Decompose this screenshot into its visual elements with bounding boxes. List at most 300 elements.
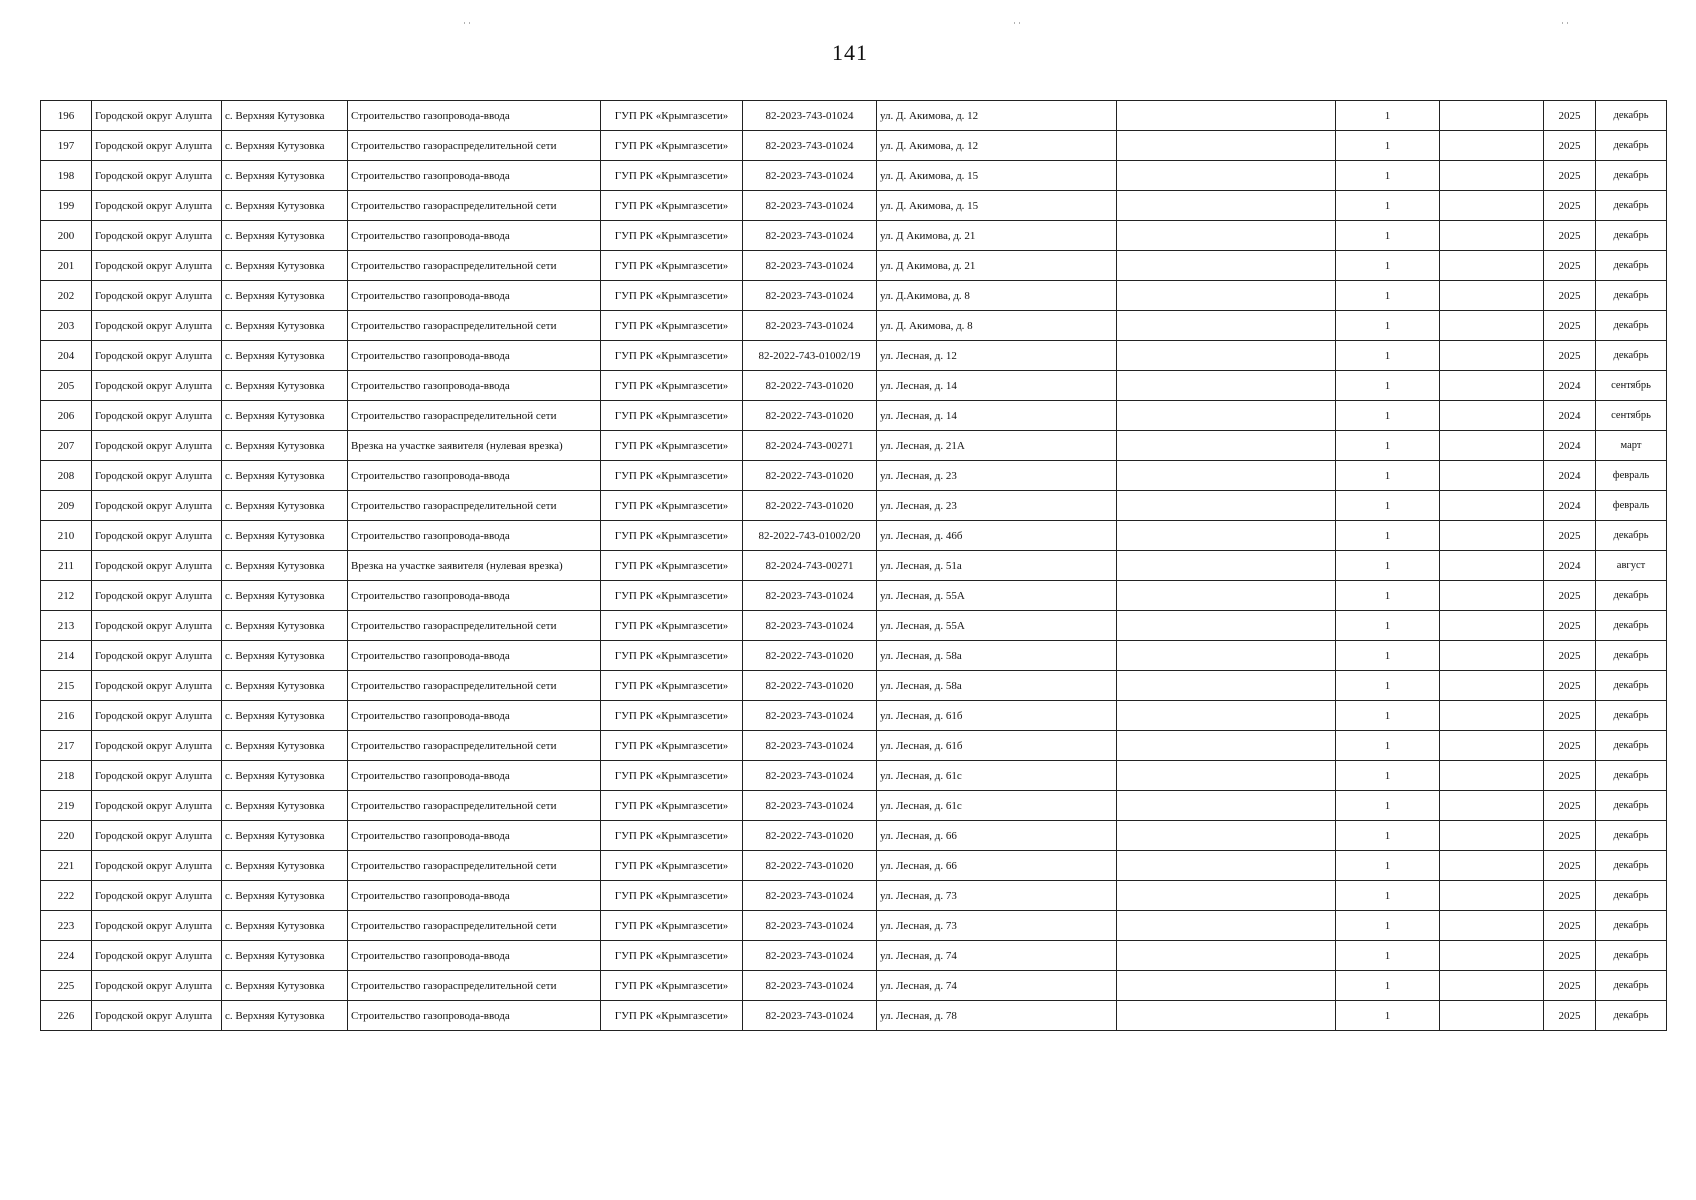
empty-cell xyxy=(1440,761,1544,791)
address-cell: ул. Лесная, д. 21А xyxy=(877,431,1117,461)
empty-cell xyxy=(1440,551,1544,581)
empty-cell xyxy=(1440,161,1544,191)
table-row xyxy=(41,191,1667,221)
work-type-cell: Строительство газораспределительной сети xyxy=(348,401,601,431)
locality-cell: с. Верхняя Кутузовка xyxy=(222,791,348,821)
locality-cell: с. Верхняя Кутузовка xyxy=(222,581,348,611)
year-cell: 2025 xyxy=(1544,251,1596,281)
organization-cell: ГУП РК «Крымгазсети» xyxy=(601,551,743,581)
scan-speck: ˙˙ xyxy=(1012,22,1022,33)
locality-cell: с. Верхняя Кутузовка xyxy=(222,371,348,401)
district-cell: Городской округ Алушта xyxy=(92,1001,222,1031)
address-cell: ул. Лесная, д. 66 xyxy=(877,851,1117,881)
address-cell: ул. Д. Акимова, д. 15 xyxy=(877,191,1117,221)
quantity-cell: 1 xyxy=(1336,701,1440,731)
month-cell: декабрь xyxy=(1596,581,1667,611)
contract-number-cell: 82-2023-743-01024 xyxy=(743,191,877,221)
quantity-cell: 1 xyxy=(1336,371,1440,401)
empty-cell xyxy=(1440,941,1544,971)
month-cell: декабрь xyxy=(1596,251,1667,281)
contract-number-cell: 82-2022-743-01002/19 xyxy=(743,341,877,371)
organization-cell: ГУП РК «Крымгазсети» xyxy=(601,641,743,671)
quantity-cell: 1 xyxy=(1336,431,1440,461)
organization-cell: ГУП РК «Крымгазсети» xyxy=(601,101,743,131)
locality-cell: с. Верхняя Кутузовка xyxy=(222,941,348,971)
address-cell: ул. Лесная, д. 14 xyxy=(877,401,1117,431)
locality-cell: с. Верхняя Кутузовка xyxy=(222,761,348,791)
empty-cell xyxy=(1117,191,1336,221)
district-cell: Городской округ Алушта xyxy=(92,581,222,611)
organization-cell: ГУП РК «Крымгазсети» xyxy=(601,371,743,401)
row-number: 225 xyxy=(41,971,92,1001)
empty-cell xyxy=(1440,131,1544,161)
organization-cell: ГУП РК «Крымгазсети» xyxy=(601,941,743,971)
locality-cell: с. Верхняя Кутузовка xyxy=(222,731,348,761)
address-cell: ул. Лесная, д. 14 xyxy=(877,371,1117,401)
locality-cell: с. Верхняя Кутузовка xyxy=(222,191,348,221)
contract-number-cell: 82-2023-743-01024 xyxy=(743,161,877,191)
district-cell: Городской округ Алушта xyxy=(92,371,222,401)
address-cell: ул. Д Акимова, д. 21 xyxy=(877,221,1117,251)
row-number: 196 xyxy=(41,101,92,131)
district-cell: Городской округ Алушта xyxy=(92,221,222,251)
quantity-cell: 1 xyxy=(1336,341,1440,371)
contract-number-cell: 82-2023-743-01024 xyxy=(743,281,877,311)
month-cell: декабрь xyxy=(1596,821,1667,851)
district-cell: Городской округ Алушта xyxy=(92,431,222,461)
table-row xyxy=(41,221,1667,251)
work-type-cell: Строительство газопровода-ввода xyxy=(348,581,601,611)
year-cell: 2024 xyxy=(1544,371,1596,401)
contract-number-cell: 82-2023-743-01024 xyxy=(743,971,877,1001)
empty-cell xyxy=(1117,731,1336,761)
empty-cell xyxy=(1440,521,1544,551)
contract-number-cell: 82-2023-743-01024 xyxy=(743,221,877,251)
organization-cell: ГУП РК «Крымгазсети» xyxy=(601,251,743,281)
year-cell: 2025 xyxy=(1544,881,1596,911)
quantity-cell: 1 xyxy=(1336,401,1440,431)
year-cell: 2025 xyxy=(1544,341,1596,371)
table-row xyxy=(41,761,1667,791)
row-number: 216 xyxy=(41,701,92,731)
work-type-cell: Строительство газораспределительной сети xyxy=(348,131,601,161)
year-cell: 2025 xyxy=(1544,191,1596,221)
organization-cell: ГУП РК «Крымгазсети» xyxy=(601,821,743,851)
organization-cell: ГУП РК «Крымгазсети» xyxy=(601,671,743,701)
quantity-cell: 1 xyxy=(1336,971,1440,1001)
work-type-cell: Строительство газопровода-ввода xyxy=(348,941,601,971)
locality-cell: с. Верхняя Кутузовка xyxy=(222,641,348,671)
address-cell: ул. Д. Акимова, д. 12 xyxy=(877,101,1117,131)
row-number: 217 xyxy=(41,731,92,761)
table-row xyxy=(41,701,1667,731)
month-cell: декабрь xyxy=(1596,101,1667,131)
contract-number-cell: 82-2023-743-01024 xyxy=(743,311,877,341)
contract-number-cell: 82-2024-743-00271 xyxy=(743,431,877,461)
row-number: 209 xyxy=(41,491,92,521)
empty-cell xyxy=(1440,311,1544,341)
organization-cell: ГУП РК «Крымгазсети» xyxy=(601,611,743,641)
table-row xyxy=(41,311,1667,341)
address-cell: ул. Лесная, д. 61б xyxy=(877,731,1117,761)
empty-cell xyxy=(1440,491,1544,521)
address-cell: ул. Лесная, д. 73 xyxy=(877,881,1117,911)
empty-cell xyxy=(1440,341,1544,371)
empty-cell xyxy=(1117,431,1336,461)
month-cell: декабрь xyxy=(1596,221,1667,251)
locality-cell: с. Верхняя Кутузовка xyxy=(222,971,348,1001)
quantity-cell: 1 xyxy=(1336,251,1440,281)
row-number: 215 xyxy=(41,671,92,701)
quantity-cell: 1 xyxy=(1336,941,1440,971)
year-cell: 2025 xyxy=(1544,311,1596,341)
empty-cell xyxy=(1117,341,1336,371)
organization-cell: ГУП РК «Крымгазсети» xyxy=(601,431,743,461)
empty-cell xyxy=(1440,581,1544,611)
quantity-cell: 1 xyxy=(1336,221,1440,251)
district-cell: Городской округ Алушта xyxy=(92,401,222,431)
month-cell: сентябрь xyxy=(1596,401,1667,431)
table-row xyxy=(41,131,1667,161)
month-cell: февраль xyxy=(1596,461,1667,491)
empty-cell xyxy=(1440,641,1544,671)
row-number: 214 xyxy=(41,641,92,671)
month-cell: декабрь xyxy=(1596,701,1667,731)
month-cell: декабрь xyxy=(1596,731,1667,761)
work-type-cell: Строительство газопровода-ввода xyxy=(348,761,601,791)
work-type-cell: Строительство газораспределительной сети xyxy=(348,791,601,821)
address-cell: ул. Лесная, д. 61б xyxy=(877,701,1117,731)
row-number: 206 xyxy=(41,401,92,431)
work-type-cell: Строительство газопровода-ввода xyxy=(348,221,601,251)
quantity-cell: 1 xyxy=(1336,881,1440,911)
month-cell: декабрь xyxy=(1596,341,1667,371)
organization-cell: ГУП РК «Крымгазсети» xyxy=(601,311,743,341)
table-row xyxy=(41,251,1667,281)
district-cell: Городской округ Алушта xyxy=(92,281,222,311)
contract-number-cell: 82-2022-743-01020 xyxy=(743,491,877,521)
empty-cell xyxy=(1117,461,1336,491)
row-number: 218 xyxy=(41,761,92,791)
empty-cell xyxy=(1117,401,1336,431)
year-cell: 2025 xyxy=(1544,101,1596,131)
empty-cell xyxy=(1440,851,1544,881)
empty-cell xyxy=(1440,671,1544,701)
address-cell: ул. Д Акимова, д. 21 xyxy=(877,251,1117,281)
month-cell: декабрь xyxy=(1596,281,1667,311)
work-type-cell: Строительство газопровода-ввода xyxy=(348,881,601,911)
locality-cell: с. Верхняя Кутузовка xyxy=(222,881,348,911)
locality-cell: с. Верхняя Кутузовка xyxy=(222,1001,348,1031)
district-cell: Городской округ Алушта xyxy=(92,551,222,581)
quantity-cell: 1 xyxy=(1336,851,1440,881)
empty-cell xyxy=(1117,911,1336,941)
organization-cell: ГУП РК «Крымгазсети» xyxy=(601,191,743,221)
row-number: 219 xyxy=(41,791,92,821)
contract-number-cell: 82-2022-743-01002/20 xyxy=(743,521,877,551)
month-cell: декабрь xyxy=(1596,971,1667,1001)
contract-number-cell: 82-2022-743-01020 xyxy=(743,461,877,491)
locality-cell: с. Верхняя Кутузовка xyxy=(222,821,348,851)
empty-cell xyxy=(1440,731,1544,761)
locality-cell: с. Верхняя Кутузовка xyxy=(222,611,348,641)
work-type-cell: Строительство газопровода-ввода xyxy=(348,341,601,371)
empty-cell xyxy=(1440,251,1544,281)
month-cell: декабрь xyxy=(1596,1001,1667,1031)
quantity-cell: 1 xyxy=(1336,821,1440,851)
district-cell: Городской округ Алушта xyxy=(92,941,222,971)
month-cell: декабрь xyxy=(1596,161,1667,191)
address-cell: ул. Лесная, д. 12 xyxy=(877,341,1117,371)
empty-cell xyxy=(1117,311,1336,341)
empty-cell xyxy=(1117,281,1336,311)
empty-cell xyxy=(1440,461,1544,491)
scan-speck: ˙˙ xyxy=(462,22,472,33)
work-type-cell: Строительство газораспределительной сети xyxy=(348,851,601,881)
locality-cell: с. Верхняя Кутузовка xyxy=(222,131,348,161)
empty-cell xyxy=(1117,101,1336,131)
year-cell: 2025 xyxy=(1544,731,1596,761)
row-number: 207 xyxy=(41,431,92,461)
month-cell: декабрь xyxy=(1596,641,1667,671)
month-cell: декабрь xyxy=(1596,911,1667,941)
empty-cell xyxy=(1117,671,1336,701)
row-number: 204 xyxy=(41,341,92,371)
contract-number-cell: 82-2023-743-01024 xyxy=(743,131,877,161)
locality-cell: с. Верхняя Кутузовка xyxy=(222,311,348,341)
row-number: 197 xyxy=(41,131,92,161)
empty-cell xyxy=(1117,131,1336,161)
organization-cell: ГУП РК «Крымгазсети» xyxy=(601,221,743,251)
work-type-cell: Строительство газопровода-ввода xyxy=(348,281,601,311)
address-cell: ул. Лесная, д. 55А xyxy=(877,581,1117,611)
district-cell: Городской округ Алушта xyxy=(92,911,222,941)
year-cell: 2025 xyxy=(1544,791,1596,821)
month-cell: декабрь xyxy=(1596,761,1667,791)
empty-cell xyxy=(1117,941,1336,971)
row-number: 221 xyxy=(41,851,92,881)
contract-number-cell: 82-2024-743-00271 xyxy=(743,551,877,581)
contract-number-cell: 82-2023-743-01024 xyxy=(743,701,877,731)
district-cell: Городской округ Алушта xyxy=(92,791,222,821)
district-cell: Городской округ Алушта xyxy=(92,611,222,641)
empty-cell xyxy=(1117,851,1336,881)
table-row xyxy=(41,161,1667,191)
month-cell: декабрь xyxy=(1596,941,1667,971)
organization-cell: ГУП РК «Крымгазсети» xyxy=(601,281,743,311)
empty-cell xyxy=(1117,251,1336,281)
year-cell: 2025 xyxy=(1544,851,1596,881)
row-number: 212 xyxy=(41,581,92,611)
address-cell: ул. Лесная, д. 61с xyxy=(877,761,1117,791)
month-cell: сентябрь xyxy=(1596,371,1667,401)
work-type-cell: Строительство газораспределительной сети xyxy=(348,731,601,761)
empty-cell xyxy=(1440,191,1544,221)
row-number: 211 xyxy=(41,551,92,581)
address-cell: ул. Лесная, д. 23 xyxy=(877,461,1117,491)
locality-cell: с. Верхняя Кутузовка xyxy=(222,431,348,461)
year-cell: 2025 xyxy=(1544,521,1596,551)
table-row xyxy=(41,1001,1667,1031)
quantity-cell: 1 xyxy=(1336,161,1440,191)
contract-number-cell: 82-2023-743-01024 xyxy=(743,731,877,761)
address-cell: ул. Лесная, д. 61с xyxy=(877,791,1117,821)
address-cell: ул. Лесная, д. 58а xyxy=(877,641,1117,671)
table-row xyxy=(41,521,1667,551)
contract-number-cell: 82-2022-743-01020 xyxy=(743,821,877,851)
row-number: 220 xyxy=(41,821,92,851)
district-cell: Городской округ Алушта xyxy=(92,761,222,791)
quantity-cell: 1 xyxy=(1336,461,1440,491)
year-cell: 2025 xyxy=(1544,971,1596,1001)
contract-number-cell: 82-2023-743-01024 xyxy=(743,611,877,641)
locality-cell: с. Верхняя Кутузовка xyxy=(222,221,348,251)
quantity-cell: 1 xyxy=(1336,521,1440,551)
organization-cell: ГУП РК «Крымгазсети» xyxy=(601,521,743,551)
table-row xyxy=(41,341,1667,371)
address-cell: ул. Лесная, д. 23 xyxy=(877,491,1117,521)
organization-cell: ГУП РК «Крымгазсети» xyxy=(601,731,743,761)
empty-cell xyxy=(1440,101,1544,131)
year-cell: 2025 xyxy=(1544,941,1596,971)
row-number: 213 xyxy=(41,611,92,641)
work-type-cell: Строительство газопровода-ввода xyxy=(348,161,601,191)
district-cell: Городской округ Алушта xyxy=(92,131,222,161)
empty-cell xyxy=(1117,551,1336,581)
page-number: 141 xyxy=(832,40,868,65)
year-cell: 2024 xyxy=(1544,431,1596,461)
locality-cell: с. Верхняя Кутузовка xyxy=(222,701,348,731)
locality-cell: с. Верхняя Кутузовка xyxy=(222,461,348,491)
locality-cell: с. Верхняя Кутузовка xyxy=(222,341,348,371)
table-row xyxy=(41,731,1667,761)
work-type-cell: Строительство газораспределительной сети xyxy=(348,671,601,701)
row-number: 208 xyxy=(41,461,92,491)
work-type-cell: Строительство газопровода-ввода xyxy=(348,371,601,401)
row-number: 222 xyxy=(41,881,92,911)
district-cell: Городской округ Алушта xyxy=(92,461,222,491)
quantity-cell: 1 xyxy=(1336,191,1440,221)
year-cell: 2025 xyxy=(1544,611,1596,641)
work-type-cell: Строительство газораспределительной сети xyxy=(348,911,601,941)
table-row xyxy=(41,881,1667,911)
empty-cell xyxy=(1440,791,1544,821)
work-type-cell: Строительство газопровода-ввода xyxy=(348,521,601,551)
row-number: 199 xyxy=(41,191,92,221)
quantity-cell: 1 xyxy=(1336,311,1440,341)
address-cell: ул. Лесная, д. 74 xyxy=(877,941,1117,971)
year-cell: 2024 xyxy=(1544,551,1596,581)
quantity-cell: 1 xyxy=(1336,281,1440,311)
organization-cell: ГУП РК «Крымгазсети» xyxy=(601,971,743,1001)
district-cell: Городской округ Алушта xyxy=(92,191,222,221)
table-row xyxy=(41,941,1667,971)
empty-cell xyxy=(1117,1001,1336,1031)
empty-cell xyxy=(1440,611,1544,641)
district-cell: Городской округ Алушта xyxy=(92,731,222,761)
empty-cell xyxy=(1117,371,1336,401)
empty-cell xyxy=(1440,821,1544,851)
district-cell: Городской округ Алушта xyxy=(92,971,222,1001)
table-row xyxy=(41,791,1667,821)
organization-cell: ГУП РК «Крымгазсети» xyxy=(601,911,743,941)
locality-cell: с. Верхняя Кутузовка xyxy=(222,551,348,581)
district-cell: Городской округ Алушта xyxy=(92,341,222,371)
contract-number-cell: 82-2023-743-01024 xyxy=(743,581,877,611)
work-type-cell: Строительство газораспределительной сети xyxy=(348,191,601,221)
month-cell: декабрь xyxy=(1596,881,1667,911)
year-cell: 2025 xyxy=(1544,821,1596,851)
table-row xyxy=(41,491,1667,521)
contract-number-cell: 82-2022-743-01020 xyxy=(743,371,877,401)
contract-number-cell: 82-2023-743-01024 xyxy=(743,911,877,941)
quantity-cell: 1 xyxy=(1336,551,1440,581)
empty-cell xyxy=(1440,431,1544,461)
year-cell: 2025 xyxy=(1544,161,1596,191)
year-cell: 2025 xyxy=(1544,671,1596,701)
locality-cell: с. Верхняя Кутузовка xyxy=(222,491,348,521)
organization-cell: ГУП РК «Крымгазсети» xyxy=(601,791,743,821)
table-row xyxy=(41,281,1667,311)
empty-cell xyxy=(1440,881,1544,911)
year-cell: 2024 xyxy=(1544,461,1596,491)
empty-cell xyxy=(1117,761,1336,791)
organization-cell: ГУП РК «Крымгазсети» xyxy=(601,851,743,881)
work-type-cell: Строительство газораспределительной сети xyxy=(348,491,601,521)
address-cell: ул. Лесная, д. 74 xyxy=(877,971,1117,1001)
table-body xyxy=(41,101,1667,1031)
month-cell: март xyxy=(1596,431,1667,461)
month-cell: декабрь xyxy=(1596,611,1667,641)
district-cell: Городской округ Алушта xyxy=(92,821,222,851)
address-cell: ул. Лесная, д. 46б xyxy=(877,521,1117,551)
empty-cell xyxy=(1117,701,1336,731)
address-cell: ул. Д. Акимова, д. 15 xyxy=(877,161,1117,191)
month-cell: декабрь xyxy=(1596,191,1667,221)
empty-cell xyxy=(1440,911,1544,941)
locality-cell: с. Верхняя Кутузовка xyxy=(222,161,348,191)
table-row xyxy=(41,581,1667,611)
table-row xyxy=(41,971,1667,1001)
locality-cell: с. Верхняя Кутузовка xyxy=(222,251,348,281)
work-type-cell: Строительство газопровода-ввода xyxy=(348,821,601,851)
quantity-cell: 1 xyxy=(1336,731,1440,761)
empty-cell xyxy=(1117,821,1336,851)
row-number: 202 xyxy=(41,281,92,311)
row-number: 223 xyxy=(41,911,92,941)
contract-number-cell: 82-2022-743-01020 xyxy=(743,671,877,701)
contract-number-cell: 82-2022-743-01020 xyxy=(743,401,877,431)
quantity-cell: 1 xyxy=(1336,671,1440,701)
organization-cell: ГУП РК «Крымгазсети» xyxy=(601,581,743,611)
contract-number-cell: 82-2023-743-01024 xyxy=(743,101,877,131)
empty-cell xyxy=(1117,581,1336,611)
work-type-cell: Строительство газопровода-ввода xyxy=(348,701,601,731)
contract-number-cell: 82-2023-743-01024 xyxy=(743,881,877,911)
locality-cell: с. Верхняя Кутузовка xyxy=(222,911,348,941)
table-row xyxy=(41,611,1667,641)
quantity-cell: 1 xyxy=(1336,491,1440,521)
work-type-cell: Врезка на участке заявителя (нулевая врезка) xyxy=(348,431,601,461)
work-type-cell: Строительство газопровода-ввода xyxy=(348,641,601,671)
organization-cell: ГУП РК «Крымгазсети» xyxy=(601,701,743,731)
table-row xyxy=(41,821,1667,851)
empty-cell xyxy=(1117,491,1336,521)
row-number: 224 xyxy=(41,941,92,971)
table-row xyxy=(41,461,1667,491)
organization-cell: ГУП РК «Крымгазсети» xyxy=(601,461,743,491)
table-row xyxy=(41,431,1667,461)
